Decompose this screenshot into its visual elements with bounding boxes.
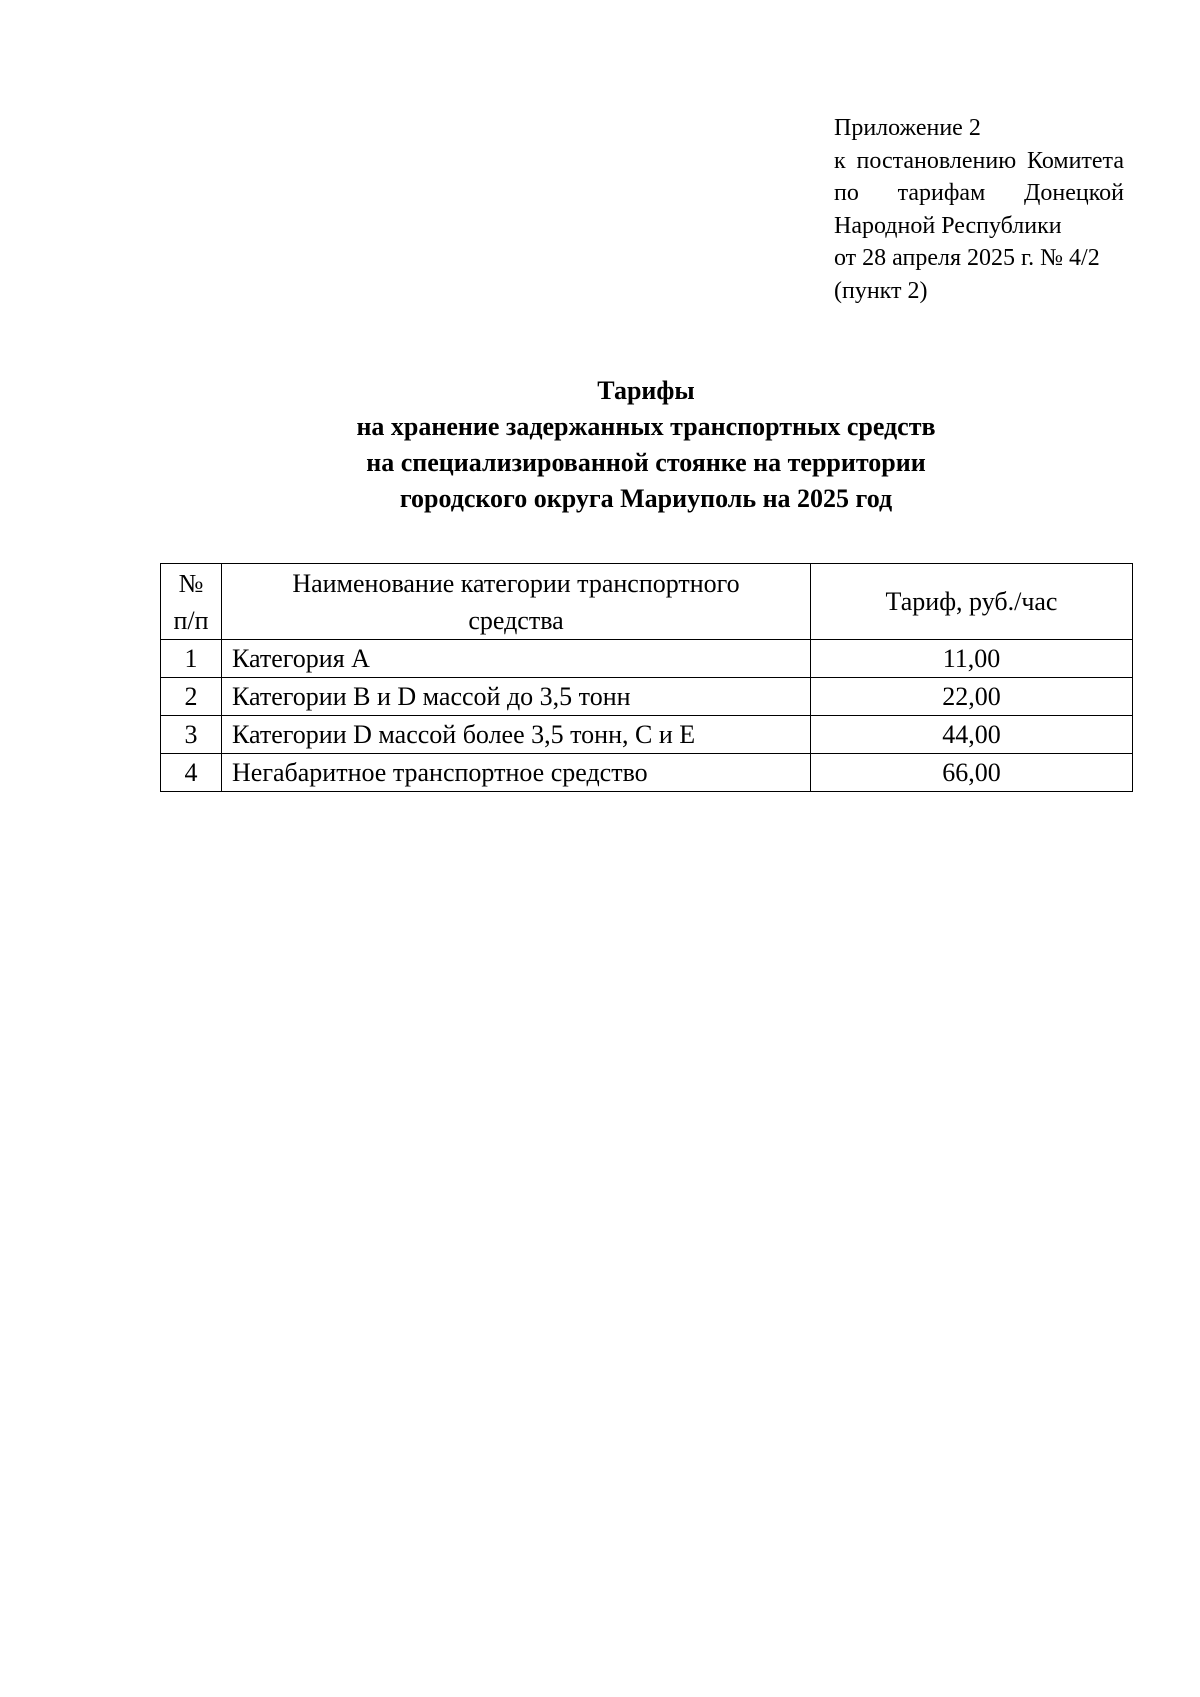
header-name-line: Наименование категории транспортного: [292, 568, 740, 598]
header-tariff: Тариф, руб./час: [811, 564, 1133, 640]
header-name: [222, 564, 811, 640]
table-header-row: [161, 564, 1133, 640]
appendix-line: по тарифам Донецкой: [834, 180, 1124, 207]
document-title: [160, 373, 1132, 517]
appendix-line: Народной Республики: [834, 212, 1062, 239]
appendix-line: Приложение 2: [834, 115, 981, 141]
row-num: 4: [161, 754, 222, 792]
row-tariff: 66,00: [811, 754, 1133, 792]
title-line: Тарифы: [597, 376, 695, 405]
row-num: 2: [161, 678, 222, 716]
row-tariff: 44,00: [811, 716, 1133, 754]
table-row: [161, 716, 1133, 754]
row-category: Категория А: [222, 640, 811, 678]
table-row: [161, 678, 1133, 716]
row-category: Категории В и D массой до 3,5 тонн: [222, 678, 811, 716]
title-line: на специализированной стоянке на территории: [366, 448, 926, 477]
appendix-reference: [834, 112, 1124, 308]
tariffs-table: [160, 563, 1133, 792]
header-num: [161, 564, 222, 640]
table-row: [161, 640, 1133, 678]
title-line: на хранение задержанных транспортных средств: [356, 412, 936, 441]
row-tariff: 11,00: [811, 640, 1133, 678]
table-row: [161, 754, 1133, 792]
row-num: 1: [161, 640, 222, 678]
header-name-line: средства: [468, 605, 564, 635]
row-num: 3: [161, 716, 222, 754]
header-num-line: №: [178, 568, 204, 598]
appendix-line: от 28 апреля 2025 г. № 4/2: [834, 245, 1100, 272]
appendix-line: к постановлению Комитета: [834, 147, 1124, 174]
row-category: Категории D массой более 3,5 тонн, С и Е: [222, 716, 811, 754]
title-line: городского округа Мариуполь на 2025 год: [399, 484, 893, 513]
header-num-line: п/п: [173, 605, 209, 635]
row-category: Негабаритное транспортное средство: [222, 754, 811, 792]
appendix-line: (пункт 2): [834, 277, 928, 304]
row-tariff: 22,00: [811, 678, 1133, 716]
